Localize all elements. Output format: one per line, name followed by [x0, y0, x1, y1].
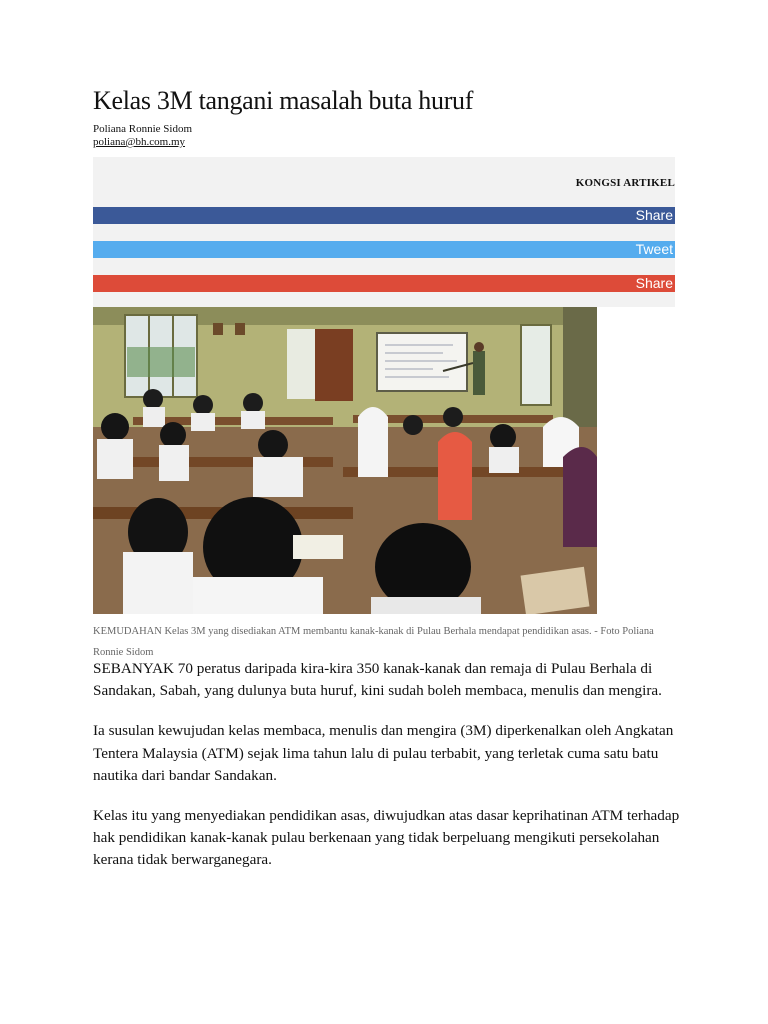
- share-heading: KONGSI ARTIKEL: [575, 177, 675, 189]
- body-paragraph: Kelas itu yang menyediakan pendidikan asas, diwujudkan atas dasar keprihatinan ATM terhadap hak pendidikan kanak-kanak pulau berkenaan yang tidak berpeluang mengikuti persekolahan kerana tidak berwarganegara.: [93, 807, 680, 869]
- body-paragraph: SEBANYAK 70 peratus daripada kira-kira 350 kanak-kanak dan remaja di Pulau Berhala di Sandakan, Sabah, yang dulunya buta huruf, kini sudah boleh membaca, menulis dan mengira.: [93, 660, 662, 700]
- author-email-link[interactable]: poliana@bh.com.my: [93, 136, 186, 148]
- share-panel: [93, 157, 675, 307]
- article-title: Kelas 3M tangani masalah buta huruf: [93, 86, 474, 115]
- article-body: [93, 658, 683, 890]
- body-paragraph: Ia susulan kewujudan kelas membaca, menulis dan mengira (3M) diperkenalkan oleh Angkatan Tentera Malaysia (ATM) sejak lima tahun lalu di pulau terbabit, yang terletak cuma satu batu nautika dari bandar Sandakan.: [93, 722, 674, 784]
- photo-caption: KEMUDAHAN Kelas 3M yang disediakan ATM membantu kanak-kanak di Pulau Berhala mendapat pendidikan asas. - Foto Poliana Ronnie Sidom: [93, 626, 654, 658]
- article-photo: [93, 307, 597, 614]
- twitter-tweet-button[interactable]: Tweet: [93, 241, 675, 258]
- google-share-button[interactable]: Share: [93, 275, 675, 292]
- author-name: Poliana Ronnie Sidom: [93, 123, 192, 135]
- facebook-share-button[interactable]: Share: [93, 207, 675, 224]
